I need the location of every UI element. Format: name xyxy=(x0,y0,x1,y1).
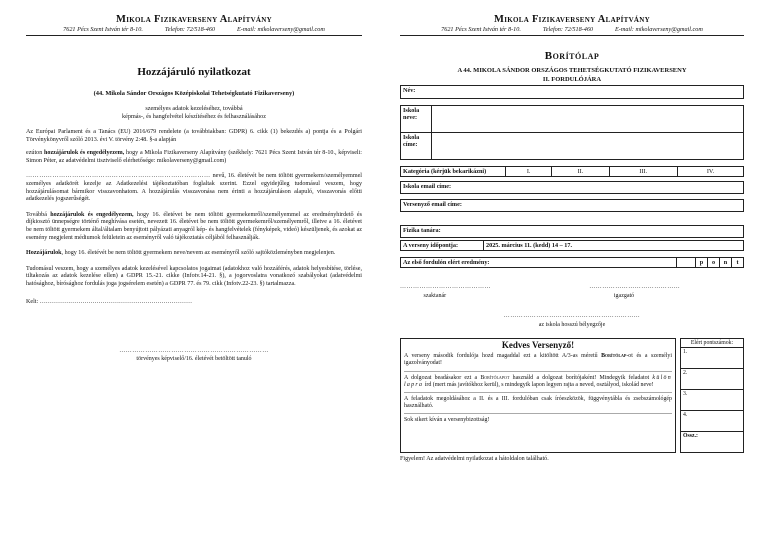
media-consent-paragraph xyxy=(26,212,362,242)
info-item-3: A feladatok megoldásához a II. és a III. fordulóban csak íróeszközök, függvénytábla és zsebszámológép használható. xyxy=(404,392,672,410)
name-dots: ………………………………………………………………………… xyxy=(26,173,211,180)
teacher-signature-label: szaktanár xyxy=(423,293,447,299)
cover-subtitle xyxy=(400,67,744,84)
text-span: külön lapra xyxy=(404,374,672,388)
consent-title: Hozzájáruló nyilatkozat xyxy=(137,66,251,78)
cover-page xyxy=(384,0,768,543)
verify-signature xyxy=(589,284,744,299)
teacher-field[interactable] xyxy=(401,226,744,238)
subtitle-line-1: személyes adatok kezeléséhez, továbbá xyxy=(145,105,243,112)
text-span: ezúton xyxy=(26,150,45,157)
email: E-mail: mikolaverseny@gmail.com xyxy=(615,26,703,33)
text-span: , hogy 16. életévét be nem töltött gyermekem neve/nevem az eseményről szóló sajtóközleményben megjelenjen. xyxy=(61,250,336,257)
info-item-4: Sok sikert kíván a versenybizottság! xyxy=(404,413,672,424)
score-title: Elért pontszámok: xyxy=(681,339,744,348)
info-box xyxy=(400,338,676,453)
bold-span: Hozzájárulok xyxy=(26,250,62,257)
pont-p: p xyxy=(696,258,708,268)
subtitle-line-2: képmás-, és hangfelvétel készítéséhez és felhasználásához xyxy=(122,113,266,120)
text-span: Borítólapot xyxy=(480,374,510,381)
cover-subtitle-line-1: A 44. MIKOLA SÁNDOR ORSZÁGOS TEHETSÉGKUTATÓ FIZIKAVERSENY xyxy=(457,67,687,74)
legal-basis-paragraph: Az Európai Parlament és a Tanács (EU) 2016/679 rendelete (a továbbiakban: GDPR) 6. cikk (1) bekezdés a) pontja és a Polgári Törvénykönyvről szóló 2013. évi V. törvény 2:48. §-a alapján xyxy=(26,129,362,143)
bold-span: hozzájárulok és engedélyezem, xyxy=(44,150,125,157)
field-label: Iskola címe: xyxy=(403,134,420,148)
category-option-2[interactable]: II. xyxy=(552,167,609,177)
rights-paragraph: Tudomásul veszem, hogy a személyes adatok kezelésével kapcsolatos jogaimat (adatokhoz való hozzáférés, adatok helyesbítése, törlése, tiltakozás az adatok kezelése ellen) a GDPR 15.-21. cikke (Infotv.14-21. §), a jogorvoslatra vonatkozó szabályokat (adatvédelmi hatósághoz, bírósághoz fordulás joga jogsérelem esetén) a GDPR 77. és 79. cikk (Infotv.22-23. §) tartalmazza. xyxy=(26,265,362,287)
pont-n: n xyxy=(720,258,732,268)
school-name-field[interactable] xyxy=(432,106,744,133)
signature-line: …………………………………………………………… xyxy=(119,348,269,355)
phone: Telefon: 72/518-460 xyxy=(542,26,594,33)
field-label: Iskola neve: xyxy=(403,107,420,121)
field-label: Iskola email címe: xyxy=(403,183,452,190)
bold-span: hozzájárulok és engedélyezem, xyxy=(50,211,134,218)
info-item-2 xyxy=(404,371,672,389)
student-email-field[interactable] xyxy=(401,200,744,212)
org-name: Mikola Fizikaverseny Alapítvány xyxy=(116,14,272,25)
score-row-3[interactable]: 3. xyxy=(681,390,744,411)
name-paragraph xyxy=(26,173,362,203)
category-row xyxy=(400,166,744,177)
teacher-signature xyxy=(400,284,555,299)
info-item-1 xyxy=(404,353,672,367)
text-span: -ot és a személyi igazolványodat! xyxy=(404,353,672,367)
contact-line xyxy=(400,26,744,36)
category-option-1[interactable]: I. xyxy=(506,167,552,177)
school-address-field[interactable] xyxy=(432,133,744,160)
pont-o: o xyxy=(708,258,720,268)
text-span: A dolgozat beadásakor ezt a xyxy=(404,374,481,381)
verify-signature-label: igazgató xyxy=(613,293,635,299)
text-span: hogy a Mikola Fizikaverseny Alapítvány (székhely: 7621 Pécs Szent István tér 8-10., képviseli: Simon Péter, az adatvédelmi tisztviselő elérhetősége: mikolaverseny@gmail.com) xyxy=(26,150,362,164)
score-row-2[interactable]: 2. xyxy=(681,369,744,390)
time-row xyxy=(400,240,744,251)
time-label: A verseny időpontja: xyxy=(401,241,484,251)
school-email-row xyxy=(400,181,744,194)
competition-name: (44. Mikola Sándor Országos Középiskolai Tehetségkutató Fizikaverseny) xyxy=(93,90,295,97)
result-label: Az első fordulón elért eredmény: xyxy=(401,258,677,268)
text-span: írd (mert más javítókhoz kerül), s mindegyik lapon legyen rajta a neved, osztályod, iskolád neve! xyxy=(423,381,654,388)
address: 7621 Pécs Szent István tér 8-10. xyxy=(441,26,521,33)
contact-line xyxy=(26,26,362,36)
score-row-1[interactable]: 1. xyxy=(681,348,744,369)
field-label: Név: xyxy=(403,87,416,94)
stamp-area xyxy=(400,313,744,328)
pont-t: t xyxy=(732,258,744,268)
category-option-3[interactable]: III. xyxy=(609,167,677,177)
signatures xyxy=(400,284,744,299)
text-span: Borítólap xyxy=(601,353,627,360)
form-name xyxy=(400,85,744,99)
form-school xyxy=(400,105,744,160)
time-value: 2025. március 11. (kedd) 14 – 17. xyxy=(484,241,744,251)
school-email-field[interactable] xyxy=(401,182,744,194)
cover-title: Borítólap xyxy=(544,50,600,62)
score-row-total[interactable]: Össz.: xyxy=(681,432,744,453)
category-label: Kategória (kérjük bekarikázni) xyxy=(401,167,506,177)
date-line: Kelt: ………………………………………………………………… xyxy=(26,298,193,305)
result-field[interactable] xyxy=(677,258,696,268)
category-option-4[interactable]: IV. xyxy=(677,167,743,177)
score-table xyxy=(680,338,744,453)
field-label: Fizika tanára: xyxy=(403,227,441,234)
address: 7621 Pécs Szent István tér 8-10. xyxy=(63,26,143,33)
org-name: Mikola Fizikaverseny Alapítvány xyxy=(494,14,650,25)
text-span: használd a dolgozat borítójaként! Mindegyik feladatot xyxy=(509,374,653,381)
signature-dots: …………………………………… xyxy=(589,284,681,290)
phone: Telefon: 72/518-460 xyxy=(164,26,216,33)
field-label: Versenyző email címe: xyxy=(403,201,462,208)
info-section xyxy=(400,338,744,453)
text-span: A verseny második fordulója hozd magaddal ezt a kitöltött A/3-as méretű xyxy=(404,353,602,360)
text-span: nevű, 16. életévét be nem töltött gyermekem/személyemmel személyes adatkörét kezelje az Adatkezelési tájékoztatóban foglaltak szerint. Ezzel egyidejűleg tudomásul veszem, hogy hozzájárulásomat bármikor visszavonhatom. A hozzájárulás visszavonása nem érinti a hozzájáruláson alapuló, visszavonás előtti adatkezelés jogszerűségét. xyxy=(26,173,362,203)
text-span: Továbbá xyxy=(26,211,51,218)
signature-label: törvényes képviselő/16. életévét betöltött tanuló xyxy=(136,356,252,363)
email: E-mail: mikolaverseny@gmail.com xyxy=(237,26,325,33)
school-address-label xyxy=(401,133,432,160)
school-name-label xyxy=(401,106,432,133)
info-title: Kedves Versenyző! xyxy=(501,340,575,350)
student-email-row xyxy=(400,199,744,212)
privacy-warning: Figyelem! Az adatvédelmi nyilatkozat a hátoldalon található. xyxy=(400,456,549,462)
teacher-row xyxy=(400,225,744,238)
press-consent-paragraph xyxy=(26,250,362,258)
consent-subtitle xyxy=(26,105,362,121)
stamp-label: az iskola hosszú bélyegzője xyxy=(538,322,606,328)
signature-dots: …………………………………… xyxy=(400,284,491,290)
score-row-4[interactable]: 4. xyxy=(681,411,744,432)
name-field[interactable] xyxy=(401,86,744,99)
consent-paragraph xyxy=(26,150,362,165)
stamp-dots: ……………………………………………………… xyxy=(503,313,641,319)
result-row xyxy=(400,257,744,268)
text-span: hogy 16. életévet be nem töltött gyermekemről/személyemmel az eredményhirdető és díjkiosztó ünnepségre történő meghívása esetén, nevezett 16. életévet be nem töltött gyermekemről/személyemről, illetve a 16. életévet be nem töltött gyermekem által/általam benyújtott pályázati anyagról kép- és hangfelvételek (fényképek, videó) készüljenek, és azokat az esemény megjelent médiumok felületein az eseményről való tájékoztatás céljából felhasználják. xyxy=(26,211,362,241)
cover-subtitle-line-2: II. FORDULÓJÁRA xyxy=(542,75,602,83)
